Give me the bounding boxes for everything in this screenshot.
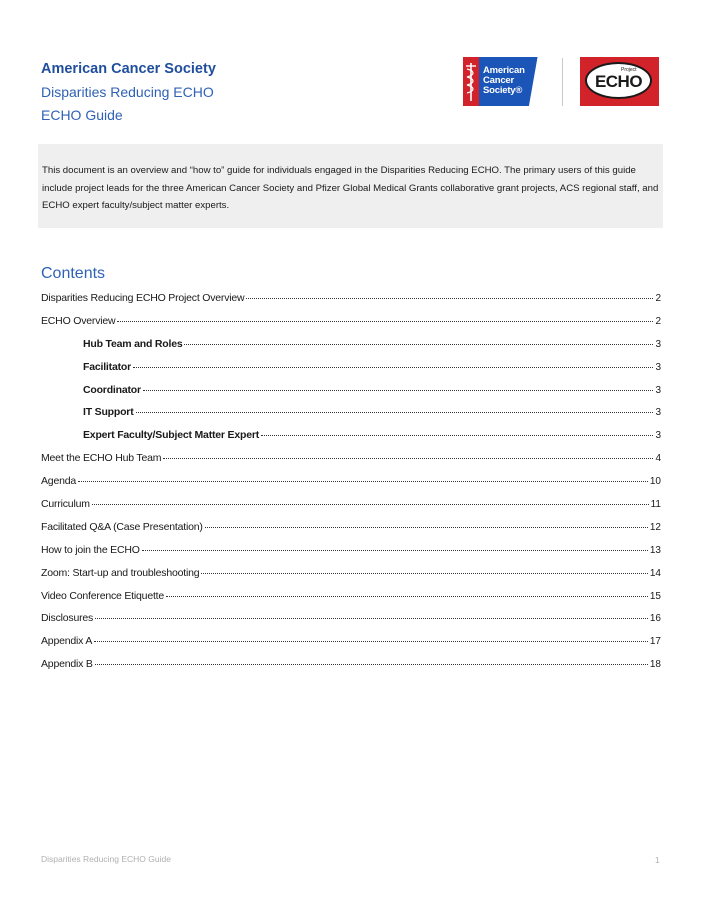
toc-entry-label: Facilitated Q&A (Case Presentation) [41, 520, 203, 533]
toc-entry-page: 18 [649, 659, 661, 671]
toc-entry-label: Coordinator [83, 383, 141, 396]
toc-subentry[interactable] [41, 401, 661, 424]
toc-entry-page: 2 [655, 315, 661, 327]
toc-entry-label: IT Support [83, 406, 134, 419]
table-of-contents [41, 287, 661, 676]
toc-entry-page: 11 [650, 499, 661, 511]
toc-leader [95, 664, 648, 665]
toc-entry-label: Disparities Reducing ECHO Project Overview [41, 292, 245, 304]
document-header [41, 58, 216, 127]
acs-logo-line: Cancer [483, 75, 515, 86]
toc-leader [78, 481, 648, 482]
toc-entry[interactable] [41, 562, 661, 585]
toc-entry-page: 14 [649, 567, 661, 579]
toc-entry-label: Expert Faculty/Subject Matter Expert [83, 429, 260, 442]
toc-entry[interactable] [41, 470, 661, 493]
toc-entry-label: Facilitator [83, 360, 131, 373]
intro-box [38, 144, 663, 228]
toc-leader [143, 390, 654, 391]
toc-subentry[interactable] [41, 333, 661, 356]
toc-entry-label: Appendix B [41, 658, 93, 671]
toc-leader [201, 573, 647, 574]
toc-entry-label: Agenda [41, 475, 77, 488]
toc-subentry[interactable] [41, 379, 661, 402]
document-title: ECHO Guide [41, 107, 123, 123]
toc-leader [184, 344, 653, 345]
toc-leader [92, 504, 649, 505]
toc-entry-page: 12 [649, 521, 661, 533]
toc-entry-page: 3 [655, 430, 661, 442]
intro-text: This document is an overview and “how to” guide for individuals engaged in the Disparities Reducing ECHO. The primary users of this guide include project leads for the three American Cancer Society and Pfizer Global Medical Grants collaborative grant projects, ACS regional staff, and ECHO expert faculty/subject matter experts. [42, 165, 659, 211]
toc-entry-label: ECHO Overview [41, 314, 116, 327]
toc-entry-label: Hub Team and Roles [83, 337, 183, 350]
toc-leader [205, 527, 648, 528]
acs-logo [463, 57, 545, 106]
org-title: American Cancer Society [41, 61, 216, 77]
toc-entry[interactable] [41, 607, 661, 630]
toc-entry[interactable] [41, 653, 661, 676]
toc-entry[interactable] [41, 493, 661, 516]
toc-entry-label: Zoom: Start-up and troubleshooting [41, 566, 200, 579]
toc-entry-page: 3 [655, 361, 661, 373]
footer-title: Disparities Reducing ECHO Guide [41, 854, 171, 864]
toc-subentry[interactable] [41, 424, 661, 447]
toc-entry-page: 2 [655, 293, 661, 304]
toc-leader [94, 641, 648, 642]
toc-entry-page: 16 [649, 613, 661, 625]
toc-leader [246, 298, 653, 299]
toc-entry-label: Curriculum [41, 498, 90, 511]
toc-entry[interactable] [41, 585, 661, 608]
toc-entry[interactable] [41, 447, 661, 470]
toc-entry-label: Disclosures [41, 612, 94, 625]
acs-logo-line: American [483, 65, 525, 76]
toc-subentry[interactable] [41, 356, 661, 379]
toc-leader [117, 321, 653, 322]
toc-leader [133, 367, 653, 368]
toc-entry[interactable] [41, 630, 661, 653]
toc-entry[interactable] [41, 287, 661, 310]
contents-heading: Contents [41, 265, 106, 282]
caduceus-icon [463, 57, 479, 106]
project-echo-logo [580, 57, 659, 106]
toc-entry-page: 3 [655, 384, 661, 396]
toc-leader [95, 618, 648, 619]
toc-entry[interactable] [41, 310, 661, 333]
toc-entry-page: 3 [655, 338, 661, 350]
toc-entry-page: 4 [655, 453, 661, 465]
toc-leader [163, 458, 653, 459]
toc-leader [261, 435, 653, 436]
toc-entry-page: 17 [649, 636, 661, 648]
toc-entry-page: 15 [649, 590, 661, 602]
toc-entry-label: Video Conference Etiquette [41, 589, 165, 602]
echo-logo-oval [585, 62, 652, 99]
echo-logo-word: ECHO [594, 72, 643, 91]
toc-entry[interactable] [41, 539, 661, 562]
toc-entry-label: How to join the ECHO [41, 543, 140, 556]
acs-logo-line: Society® [483, 85, 523, 96]
toc-entry-page: 10 [649, 476, 661, 488]
toc-entry-page: 13 [649, 544, 661, 556]
toc-leader [166, 596, 648, 597]
toc-entry-label: Meet the ECHO Hub Team [41, 452, 162, 465]
echo-logo-small-text: Project [621, 67, 637, 73]
toc-leader [136, 412, 654, 413]
acs-logo-text [483, 66, 525, 96]
footer-page-number: 1 [655, 855, 660, 865]
toc-entry-page: 3 [655, 407, 661, 419]
logo-divider [562, 58, 563, 106]
toc-entry-label: Appendix A [41, 635, 93, 648]
program-title: Disparities Reducing ECHO [41, 84, 214, 100]
toc-entry[interactable] [41, 516, 661, 539]
toc-leader [142, 550, 648, 551]
